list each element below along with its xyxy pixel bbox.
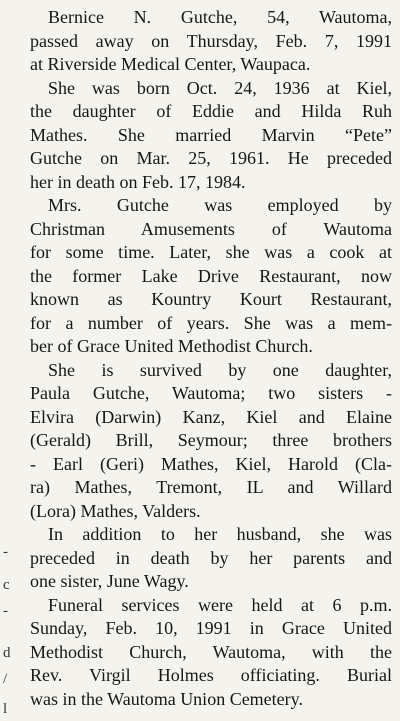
margin-fragment: / (3, 671, 8, 687)
obituary-line: for some time. Later, she was a cook at (30, 242, 392, 262)
obituary-line: (Lora) Mathes, Valders. (30, 500, 201, 521)
obituary-line: for a number of years. She was a mem- (30, 312, 392, 333)
obituary-line: her in death on Feb. 17, 1984. (30, 171, 246, 192)
obituary-line: She is survived by one daughter, (48, 359, 392, 380)
obituary-line: passed away on Thursday, Feb. 7, 1991 (30, 30, 392, 51)
margin-fragment: l (3, 701, 8, 717)
obituary-line: at Riverside Medical Center, Waupaca. (30, 54, 311, 74)
obituary-line: Paula Gutche, Wautoma; two sisters - (30, 383, 392, 403)
left-margin-fragments (0, 0, 20, 721)
obituary-line: Christman Amusements of Wautoma (30, 218, 392, 239)
obituary-text (30, 6, 392, 711)
obituary-line: one sister, June Wagy. (30, 571, 189, 591)
obituary-line: - Earl (Geri) Mathes, Kiel, Harold (Cla- (30, 453, 392, 474)
obituary-line: Mrs. Gutche was employed by (48, 195, 392, 215)
obituary-line: was in the Wautoma Union Cemetery. (30, 688, 303, 709)
obituary-line: the former Lake Drive Restaurant, now (30, 265, 392, 286)
obituary-line: Gutche on Mar. 25, 1961. He preceded (30, 148, 392, 168)
margin-fragment: - (3, 544, 8, 560)
margin-fragment: d (3, 645, 11, 661)
obituary-line: In addition to her husband, she was (48, 524, 392, 544)
margin-fragment: - (3, 603, 8, 619)
obituary-line: Rev. Virgil Holmes officiating. Burial (30, 665, 392, 685)
obituary-line: She was born Oct. 24, 1936 at Kiel, (48, 77, 392, 98)
obituary-line: the daughter of Eddie and Hilda Ruh (30, 101, 392, 121)
obituary-line: preceded in death by her parents and (30, 547, 392, 568)
obituary-line: ber of Grace United Methodist Church. (30, 336, 313, 356)
obituary-line: Mathes. She married Marvin “Pete” (30, 124, 392, 145)
margin-fragment: c (3, 577, 10, 593)
obituary-line: Funeral services were held at 6 p.m. (48, 594, 392, 615)
obituary-line: Sunday, Feb. 10, 1991 in Grace United (30, 618, 392, 638)
obituary-line: (Gerald) Brill, Seymour; three brothers (30, 430, 392, 450)
obituary-line: Methodist Church, Wautoma, with the (30, 641, 392, 662)
obituary-line: Elvira (Darwin) Kanz, Kiel and Elaine (30, 406, 392, 427)
obituary-line: known as Kountry Kourt Restaurant, (30, 289, 392, 309)
obituary-line: ra) Mathes, Tremont, IL and Willard (30, 477, 392, 497)
obituary-line: Bernice N. Gutche, 54, Wautoma, (48, 7, 392, 27)
